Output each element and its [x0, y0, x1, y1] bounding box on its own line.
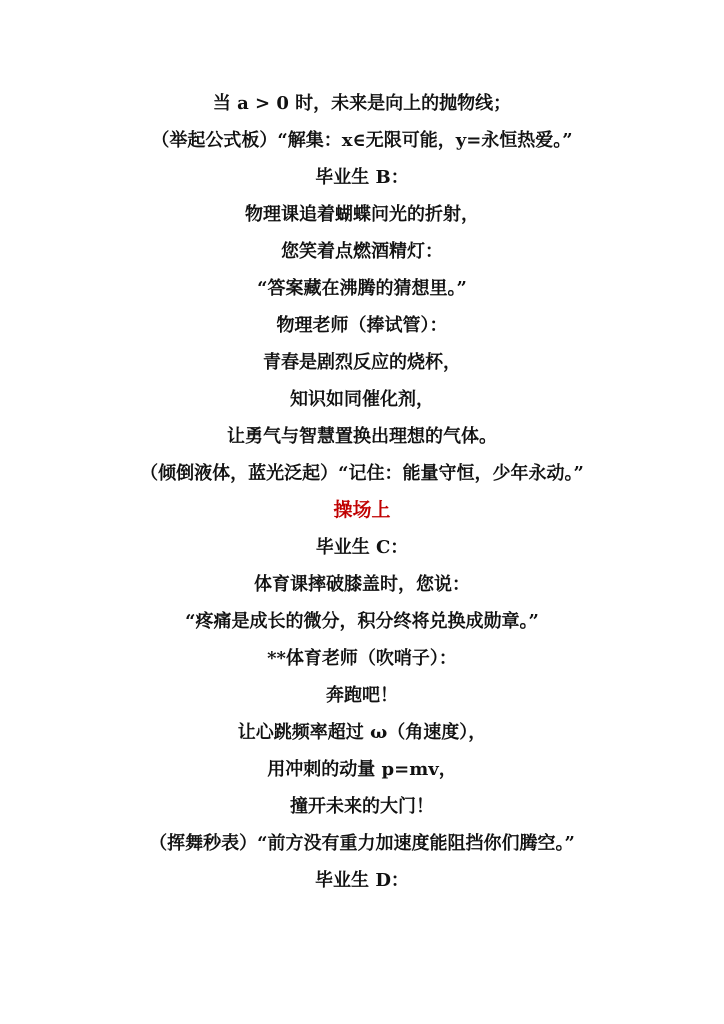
poem-line: 用冲刺的动量 p=mv， [267, 759, 457, 780]
poem-line: 让勇气与智慧置换出理想的气体。 [227, 426, 497, 447]
poem-line: 知识如同催化剂， [290, 389, 434, 410]
poem-line: 奔跑吧！ [326, 685, 398, 706]
stage-direction-line: （挥舞秒表）“前方没有重力加速度能阻挡你们腾空。” [149, 833, 575, 854]
poem-line: 体育课摔破膝盖时，您说： [254, 574, 470, 595]
poem-line: 您笑着点燃酒精灯： [281, 241, 443, 262]
speaker-label: 毕业生 B： [315, 167, 409, 188]
quote-line: “疼痛是成长的微分，积分终将兑换成勋章。” [185, 611, 539, 632]
speaker-label: 物理老师（捧试管）： [276, 315, 448, 336]
poem-line: 物理课追着蝴蝶问光的折射， [245, 204, 479, 225]
speaker-label: **体育老师（吹哨子）： [267, 648, 457, 669]
speaker-label: 毕业生 C： [315, 537, 409, 558]
poem-line: 撞开未来的大门！ [290, 796, 434, 817]
speaker-label: 毕业生 D： [315, 870, 409, 891]
document-page [0, 85, 724, 899]
poem-line: 让心跳频率超过 ω（角速度）， [237, 722, 487, 743]
quote-line: “答案藏在沸腾的猜想里。” [257, 278, 467, 299]
stage-direction-line: （倾倒液体，蓝光泛起）“记住：能量守恒，少年永动。” [140, 463, 584, 484]
poem-line: 青春是剧烈反应的烧杯， [263, 352, 461, 373]
stage-direction-line: （举起公式板）“解集：x∈无限可能，y=永恒热爱。” [151, 130, 573, 151]
section-heading: 操场上 [333, 499, 391, 521]
poem-line: 当 a > 0 时，未来是向上的抛物线； [212, 93, 512, 114]
